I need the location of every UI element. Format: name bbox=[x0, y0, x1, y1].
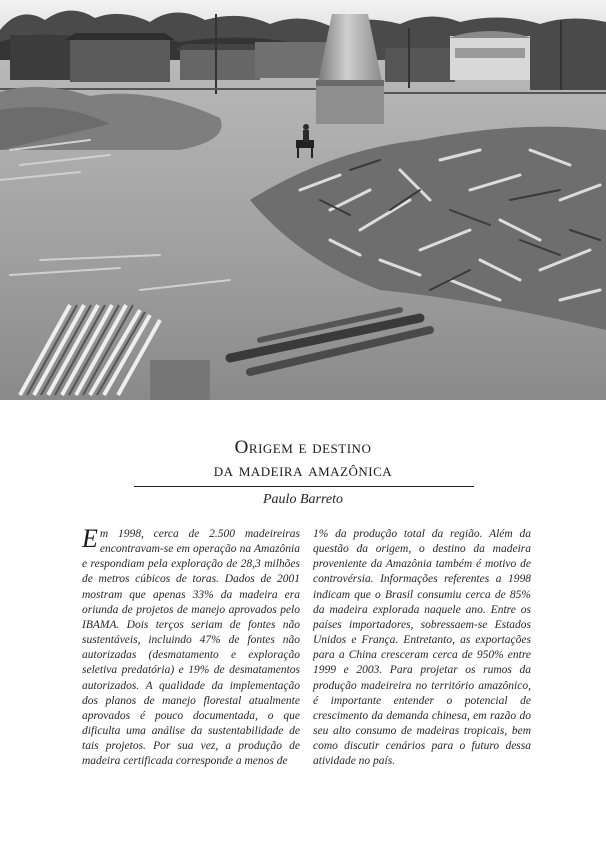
article-title-line-1: Origem e destino bbox=[234, 437, 372, 458]
sawmill-photo-illustration bbox=[0, 0, 606, 400]
drop-cap: E bbox=[82, 524, 98, 553]
title-divider bbox=[134, 486, 474, 487]
body-text-right: 1% da produção total da região. Além da questão da origem, o destino da madeira proveniente da Amazônia também é motivo de controvérsia. Informações referentes a 1998 indicam que o Brasil consumiu cerca de 85% da madeira explorada naquele ano. Entre os países importadores, sobressaem-se Estados Unidos e França. Entretanto, as exportações para a China cresceram cerca de 950% entre 1999 e 2003. Para projetar os rumos da produção madeireira no território amazônico, é importante entender o potencial de crescimento da demanda chinesa, em razão do seu alto consumo de madeiras tropicais, bem como discutir cenários para o futuro dessa atividade no país. bbox=[313, 528, 531, 768]
body-text-left: m 1998, cerca de 2.500 madeireiras encontravam-se em operação na Amazônia e respondiam pela exploração de 28,3 milhões de metros cúbicos de toras. Dados de 2001 mostram que apenas 33% da madeira era oriunda de projetos de manejo aprovados pelo IBAMA. Dois terços seriam de fontes não sustentáveis, incluindo 47% de fontes não autorizadas (desmatamento e exploração seletiva predatória) e 19% de desmatamentos autorizados. A qualidade da implementação dos planos de manejo florestal atualmente aprovados é pouco documentada, o que dificulta uma análise da sustentabilidade de tais projetos. Por sua vez, a produção de madeira certificada corresponde a menos de bbox=[82, 528, 300, 768]
body-column-right bbox=[313, 527, 531, 770]
body-column-left bbox=[82, 524, 300, 770]
article-title bbox=[0, 436, 606, 482]
sawmill-photo bbox=[0, 0, 606, 400]
article-title-line-2: da madeira amazônica bbox=[213, 460, 393, 481]
article-author: Paulo Barreto bbox=[263, 492, 343, 507]
